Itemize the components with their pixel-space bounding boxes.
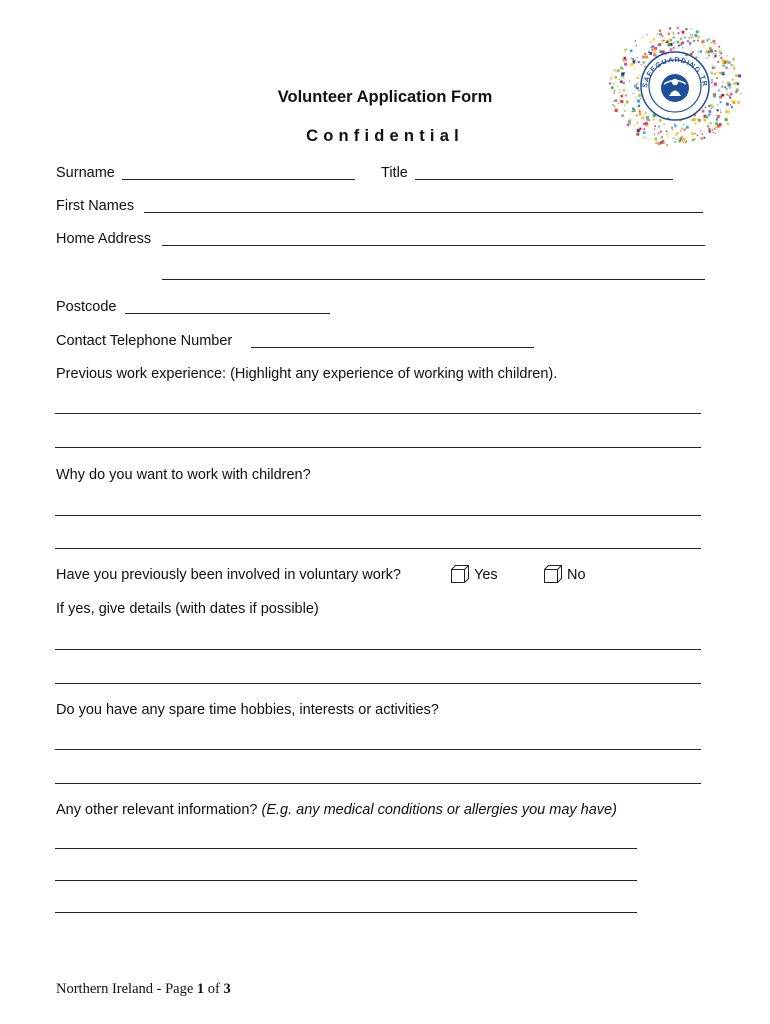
- other-info-line-2[interactable]: [55, 880, 637, 881]
- voluntary-details-line-1[interactable]: [55, 649, 701, 650]
- footer-page-total: 3: [223, 981, 231, 997]
- hobbies-line-1[interactable]: [55, 749, 701, 750]
- yes-label: Yes: [474, 567, 498, 583]
- why-children-line-1[interactable]: [55, 515, 701, 516]
- yes-checkbox[interactable]: [450, 564, 470, 584]
- no-checkbox[interactable]: [543, 564, 563, 584]
- phone-field[interactable]: [251, 347, 534, 348]
- other-info-example: (E.g. any medical conditions or allergies you may have): [261, 802, 617, 818]
- hobbies-line-2[interactable]: [55, 783, 701, 784]
- home-address-field-2[interactable]: [162, 279, 705, 280]
- previous-work-line-1[interactable]: [55, 413, 701, 414]
- footer-page-number: 1: [196, 981, 205, 997]
- home-address-field-1[interactable]: [162, 245, 705, 246]
- postcode-field[interactable]: [125, 313, 330, 314]
- other-info-label: [56, 801, 617, 819]
- surname-label: Surname: [56, 165, 115, 181]
- voluntary-question-label: Have you previously been involved in voluntary work?: [56, 567, 401, 583]
- confidential-label: Confidential: [306, 127, 464, 145]
- why-children-label: Why do you want to work with children?: [56, 467, 311, 483]
- surname-field[interactable]: [122, 179, 355, 180]
- why-children-line-2[interactable]: [55, 548, 701, 549]
- hobbies-label: Do you have any spare time hobbies, interests or activities?: [56, 702, 439, 718]
- title-label: Title: [381, 165, 408, 181]
- previous-work-label: Previous work experience: (Highlight any experience of working with children).: [56, 366, 558, 382]
- footer-of: of: [204, 981, 224, 997]
- previous-work-line-2[interactable]: [55, 447, 701, 448]
- phone-label: Contact Telephone Number: [56, 333, 233, 349]
- page-footer: [56, 981, 231, 998]
- no-label: No: [567, 567, 586, 583]
- postcode-label: Postcode: [56, 299, 117, 315]
- first-names-label: First Names: [56, 198, 135, 214]
- other-info-question: Any other relevant information?: [56, 802, 258, 818]
- other-info-line-1[interactable]: [55, 848, 637, 849]
- home-address-label: Home Address: [56, 231, 152, 247]
- title-field[interactable]: [415, 179, 673, 180]
- footer-prefix: Northern Ireland - Page: [56, 981, 197, 997]
- svg-text:SAFEGUARDING TRUST: SAFEGUARDING TR: [642, 56, 708, 89]
- voluntary-details-line-2[interactable]: [55, 683, 701, 684]
- other-info-line-3[interactable]: [55, 912, 637, 913]
- first-names-field[interactable]: [144, 212, 703, 213]
- if-yes-label: If yes, give details (with dates if possible): [56, 601, 319, 617]
- form-title: Volunteer Application Form: [277, 88, 493, 106]
